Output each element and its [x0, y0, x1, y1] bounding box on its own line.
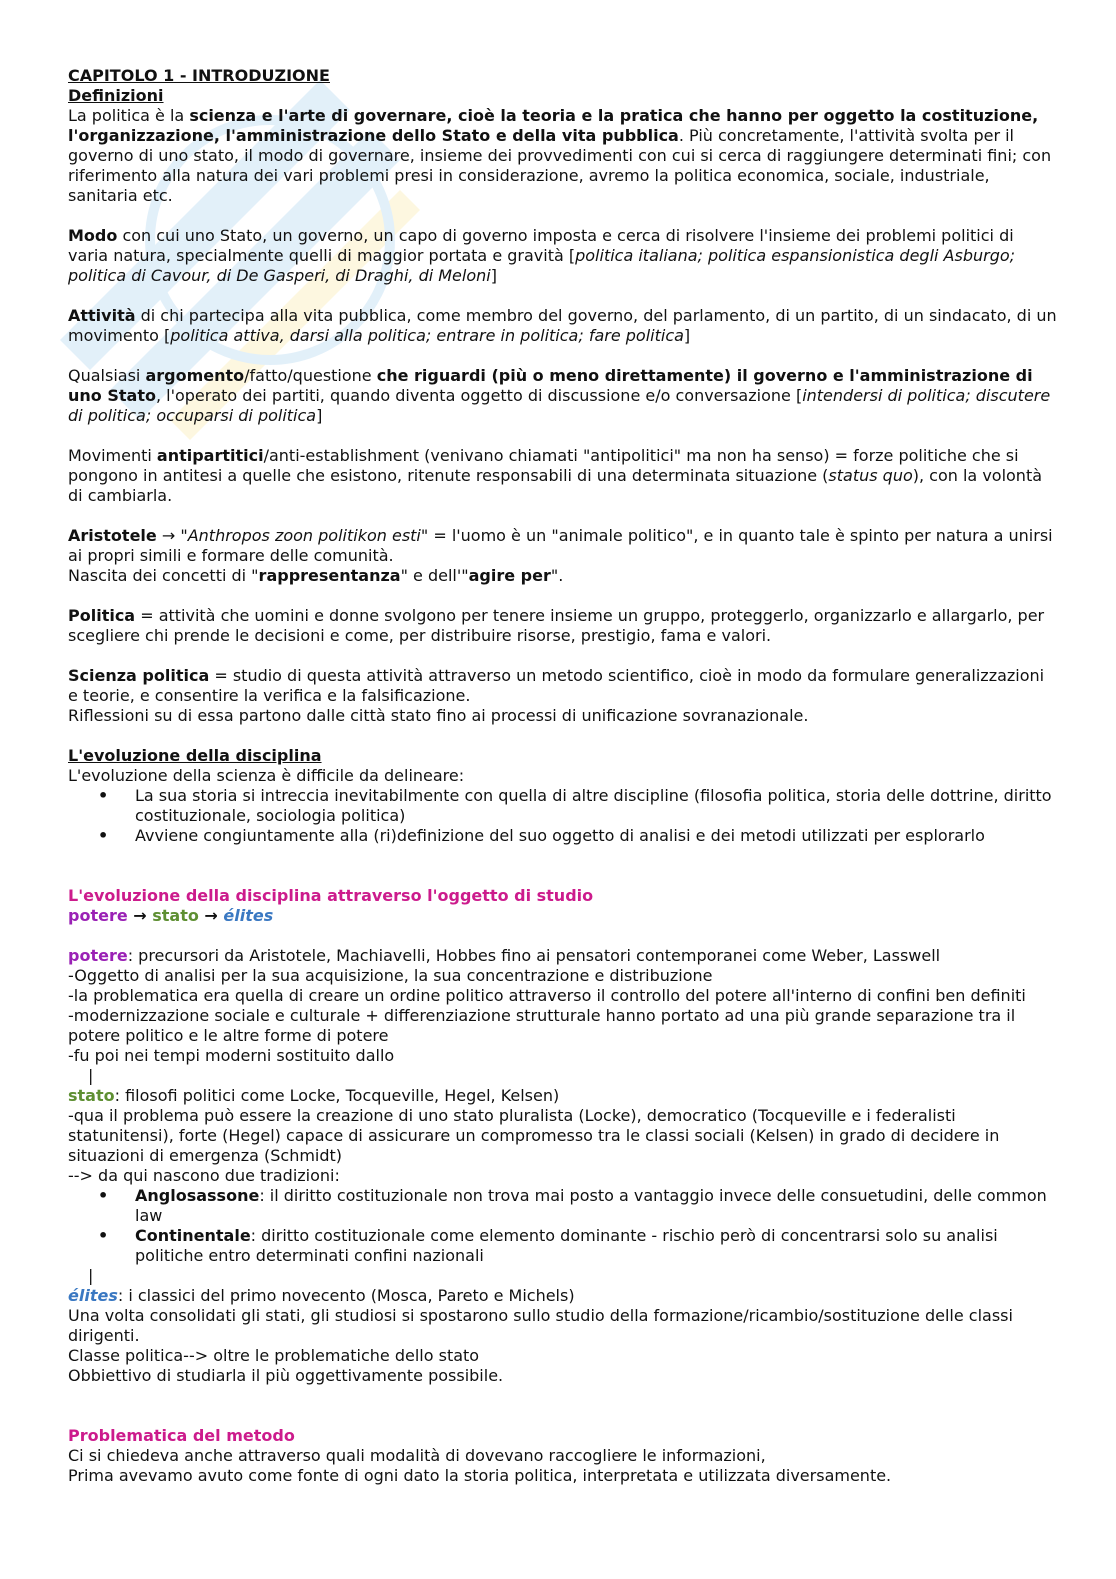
sequence-line: potere → stato → élites [68, 906, 274, 925]
potere-line: -modernizzazione sociale e culturale + differenziazione strutturale hanno portato ad una più grande separazione tra il potere politico e le altre forme di potere [68, 1006, 1016, 1045]
metodo-heading: Problematica del metodo [68, 1426, 295, 1445]
paragraph-rappresentanza: Nascita dei concetti di "rappresentanza" e dell'"agire per". [68, 566, 564, 585]
metodo-line: Ci si chiedeva anche attraverso quali modalità di dovevano raccogliere le informazioni, [68, 1446, 766, 1465]
tradizioni-list [68, 1186, 1058, 1266]
potere-line: -fu poi nei tempi moderni sostituito dallo [68, 1046, 395, 1065]
paragraph-argomento: Qualsiasi argomento/fatto/questione che riguardi (più o meno direttamente) il governo e l'amministrazione di uno Stato, l'operato dei partiti, quando diventa oggetto di discussione e/o conversazione [intendersi di politica; discutere di politica; occuparsi di politica] [68, 366, 1051, 425]
evoluzione-intro: L'evoluzione della scienza è difficile da delineare: [68, 766, 465, 785]
elites-intro: élites: i classici del primo novecento (Mosca, Pareto e Michels) [68, 1286, 575, 1305]
stato-line: -qua il problema può essere la creazione di uno stato pluralista (Locke), democratico (Tocqueville e i federalisti statunitensi), forte (Hegel) capace di assicurare un compromesso tra le classi sociali (Kelsen) in grado di decidere in situazioni di emergenza (Schmidt) [68, 1106, 1000, 1165]
potere-intro: potere: precursori da Aristotele, Machiavelli, Hobbes fino ai pensatori contemporanei come Weber, Lasswell [68, 946, 941, 965]
potere-line: -la problematica era quella di creare un ordine politico attraverso il controllo del potere all'interno di confini ben definiti [68, 986, 1026, 1005]
paragraph-attivita: Attività di chi partecipa alla vita pubblica, come membro del governo, del parlamento, di un partito, di un sindacato, di un movimento [politica attiva, darsi alla politica; entrare in politica; fare politica] [68, 306, 1057, 345]
stato-line: --> da qui nascono due tradizioni: [68, 1166, 340, 1185]
paragraph-aristotele: Aristotele → "Anthropos zoon politikon esti" = l'uomo è un "animale politico", e in quanto tale è spinto per natura a unirsi ai propri simili e formare delle comunità. [68, 526, 1053, 565]
elites-line: Obbiettivo di studiarla il più oggettivamente possibile. [68, 1366, 504, 1385]
connector-pipe: | [88, 1266, 94, 1285]
connector-pipe: | [88, 1066, 94, 1085]
list-item: • La sua storia si intreccia inevitabilmente con quella di altre discipline (filosofia politica, storia delle dottrine, diritto costituzionale, sociologia politica) [68, 786, 1058, 826]
document-body [68, 66, 1058, 1486]
chapter-title: CAPITOLO 1 - INTRODUZIONE [68, 66, 330, 85]
paragraph-politica-definition: La politica è la scienza e l'arte di governare, cioè la teoria e la pratica che hanno per oggetto la costituzione, l'organizzazione, l'amministrazione dello Stato e della vita pubblica. Più concretamente, l'attività svolta per il governo di uno stato, il modo di governare, insieme dei provvedimenti con cui si cerca di raggiungere determinati fini; con riferimento alla natura dei vari problemi presi in considerazione, avremo la politica economica, sociale, industriale, sanitaria etc. [68, 106, 1052, 205]
paragraph-scienza-politica: Scienza politica = studio di questa attività attraverso un metodo scientifico, cioè in modo da formulare generalizzazioni e teorie, e consentire la verifica e la falsificazione. [68, 666, 1045, 705]
evoluzione-heading: L'evoluzione della disciplina [68, 746, 322, 765]
list-item: • Anglosassone: il diritto costituzionale non trova mai posto a vantaggio invece delle consuetudini, delle common law [68, 1186, 1058, 1226]
list-item: • Continentale: diritto costituzionale come elemento dominante - rischio però di concentrarsi solo su analisi politiche entro determinati confini nazionali [68, 1226, 1058, 1266]
paragraph-politica: Politica = attività che uomini e donne svolgono per tenere insieme un gruppo, proteggerlo, organizzarlo e allargarlo, per scegliere chi prende le decisioni e come, per distribuire risorse, prestigio, fama e valori. [68, 606, 1045, 645]
definizioni-heading: Definizioni [68, 86, 164, 105]
elites-line: Classe politica--> oltre le problematiche dello stato [68, 1346, 480, 1365]
potere-line: -Oggetto di analisi per la sua acquisizione, la sua concentrazione e distribuzione [68, 966, 713, 985]
evoluzione-list [68, 786, 1058, 846]
elites-line: Una volta consolidati gli stati, gli studiosi si spostarono sullo studio della formazione/ricambio/sostituzione delle classi dirigenti. [68, 1306, 1013, 1345]
stato-intro: stato: filosofi politici come Locke, Tocqueville, Hegel, Kelsen) [68, 1086, 560, 1105]
metodo-line: Prima avevamo avuto come fonte di ogni dato la storia politica, interpretata e utilizzata diversamente. [68, 1466, 892, 1485]
paragraph-modo: Modo con cui uno Stato, un governo, un capo di governo imposta e cerca di risolvere l'insieme dei problemi politici di varia natura, specialmente quelli di maggior portata e gravità [politica italiana; politica espansionistica degli Asburgo; politica di Cavour, di De Gasperi, di Draghi, di Meloni] [68, 226, 1016, 285]
paragraph-movimenti: Movimenti antipartitici/anti-establishment (venivano chiamati "antipolitici" ma non ha senso) = forze politiche che si pongono in antitesi a quelle che esistono, ritenute responsabili di una determinata situazione (status quo), con la volontà di cambiarla. [68, 446, 1043, 505]
oggetto-heading: L'evoluzione della disciplina attraverso l'oggetto di studio [68, 886, 594, 905]
list-item: • Avviene congiuntamente alla (ri)definizione del suo oggetto di analisi e dei metodi utilizzati per esplorarlo [68, 826, 1058, 846]
paragraph-riflessioni: Riflessioni su di essa partono dalle città stato fino ai processi di unificazione sovranazionale. [68, 706, 809, 725]
